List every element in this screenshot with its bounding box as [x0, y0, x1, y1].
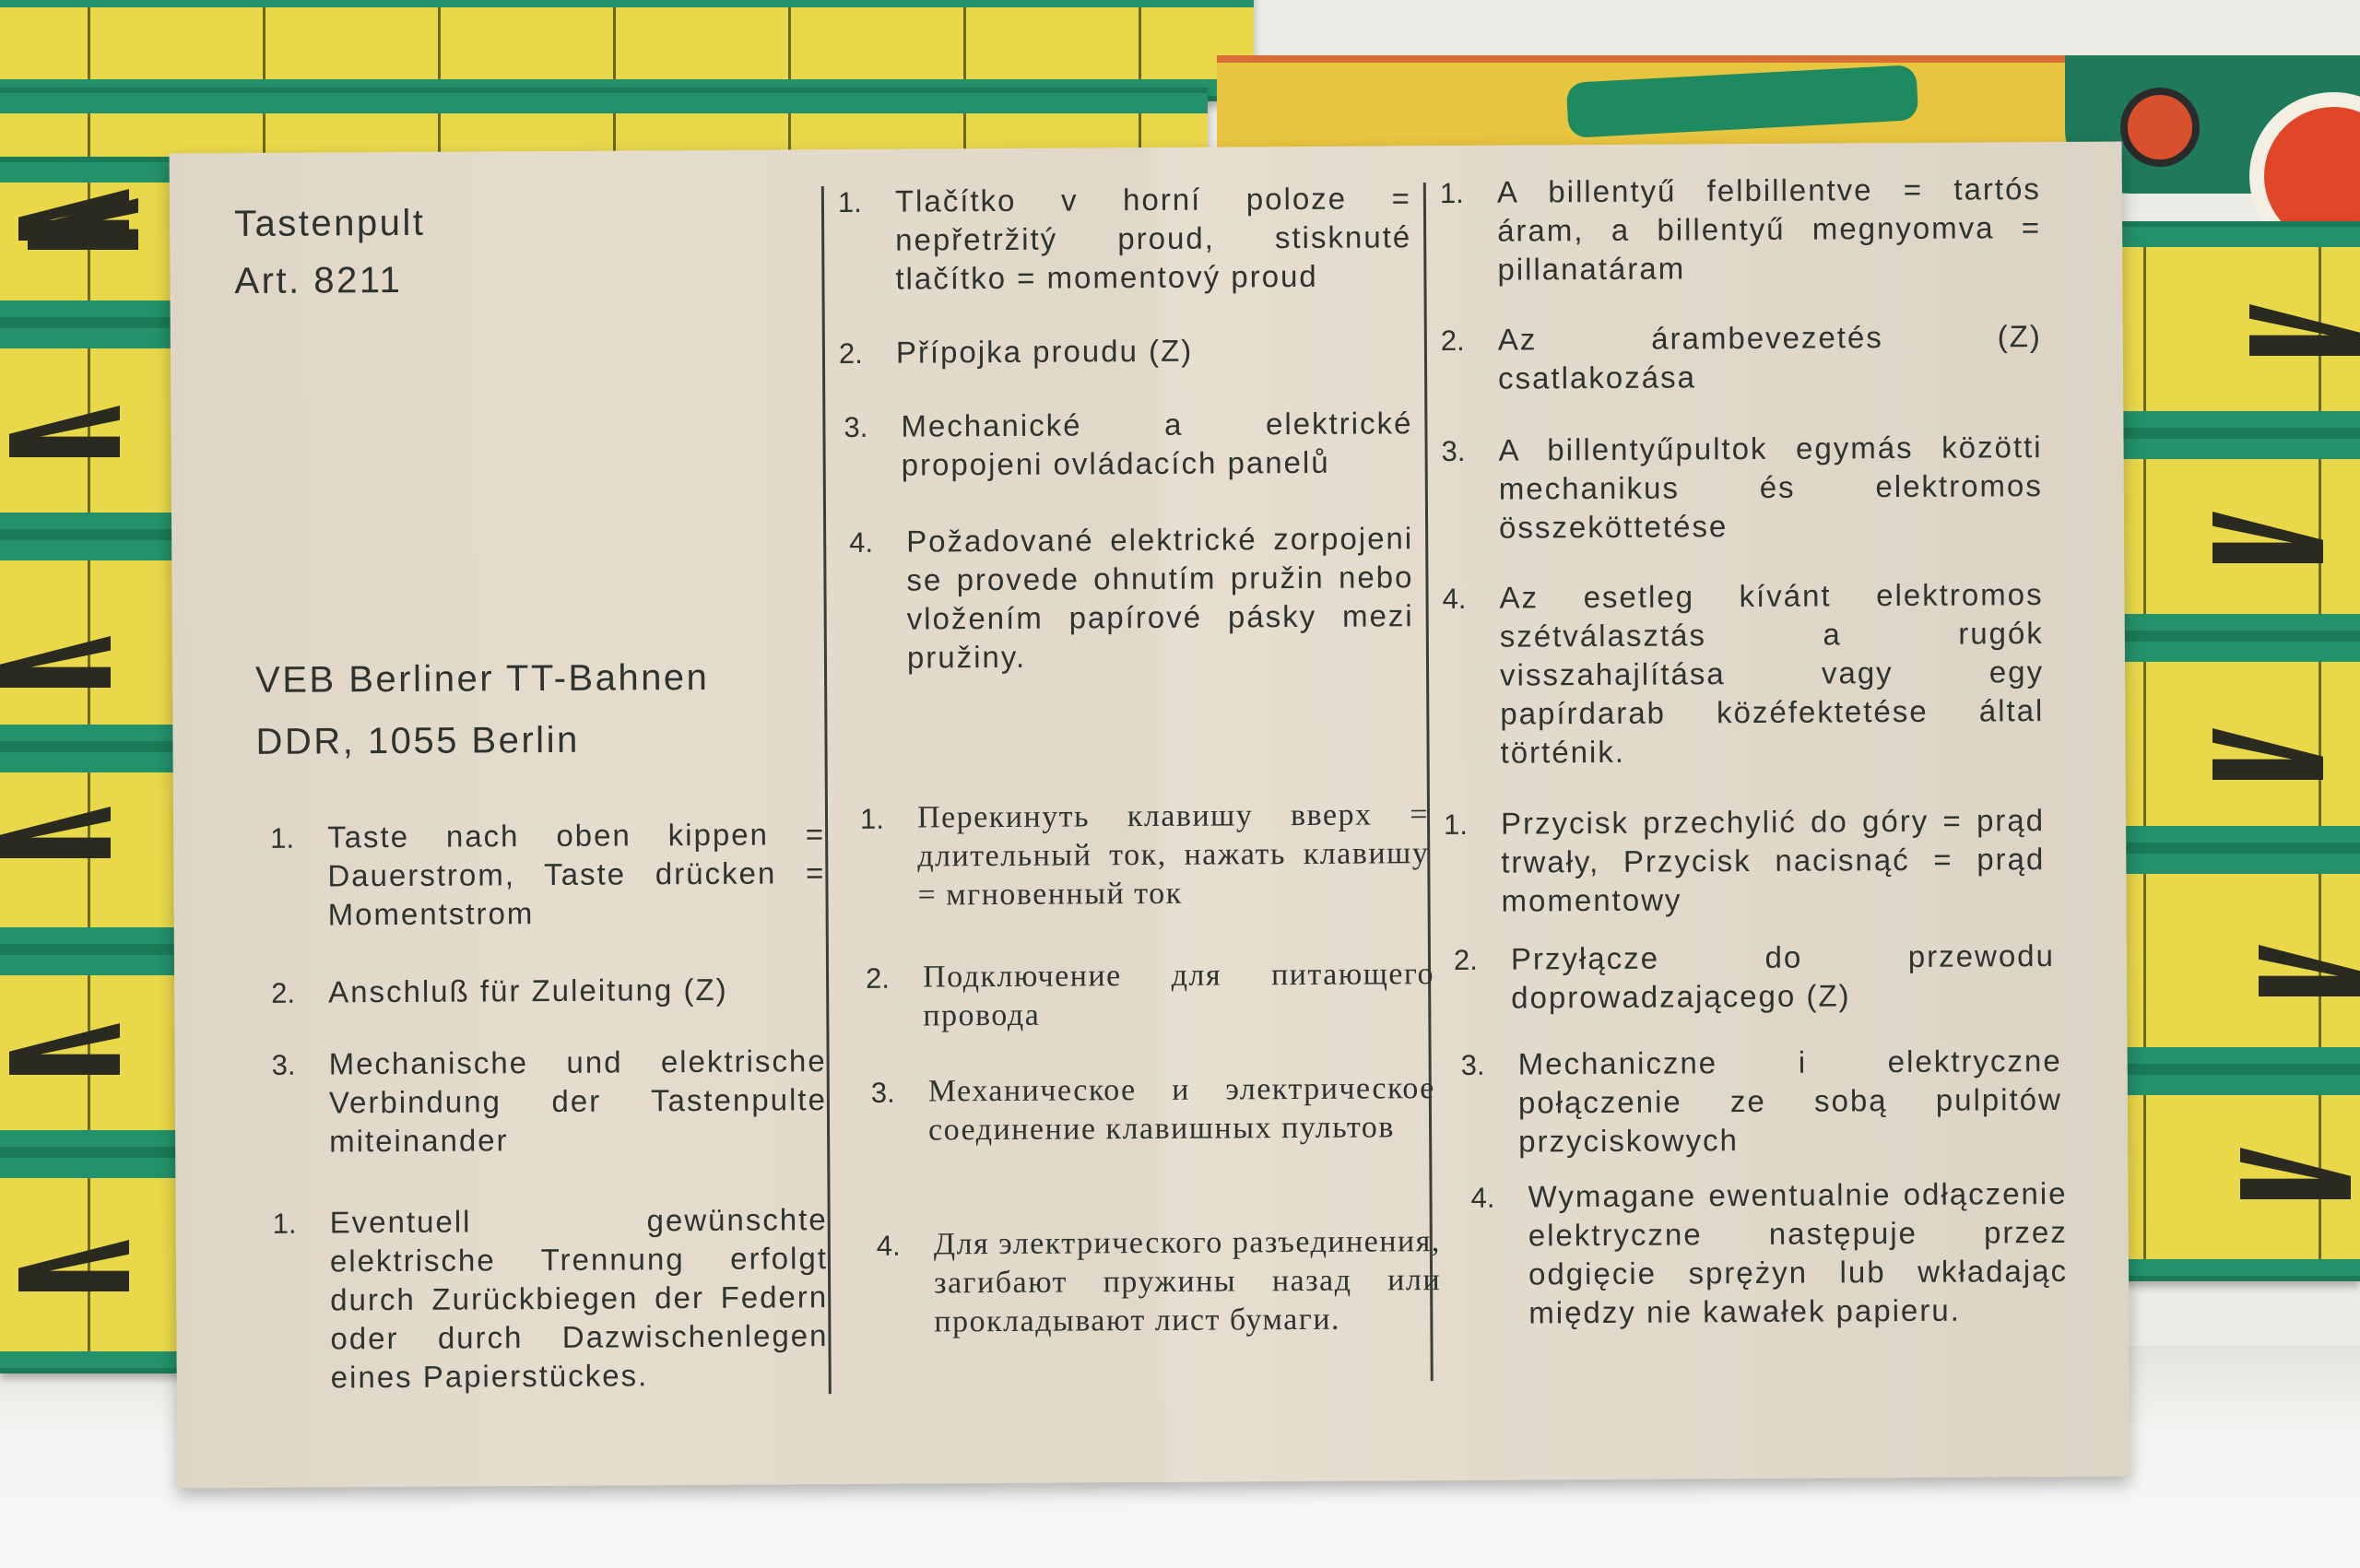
column-divider [1423, 183, 1434, 1381]
maker-name: VEB Berliner TT-Bahnen [254, 656, 710, 701]
signal-lamp-icon [2120, 88, 2200, 167]
article-number: Art. 8211 [234, 259, 403, 302]
maker-address: DDR, 1055 Berlin [255, 719, 580, 762]
box-top-left [0, 0, 1254, 101]
product-name: Tastenpult [233, 202, 426, 245]
instruction-sheet: Tastenpult Art. 8211 VEB Berliner TT-Bahnen DDR, 1055 Berlin 1. Taste nach oben kippen = Dauerstrom, Taste drücken = Momentstrom 2. Anschluß für Zuleitung (Z) 3. Mechanische und elektrische Verbindung der Tastenpulte miteinander 1. Eventuell gewünschte elektrische Trennung erfolgt durch Zurückbiegen der Federn oder durch Dazwischenlegen eines Papierstückes. 1. Tlačítko v horní poloze = nepřetržitý proud, stisknuté tlačítko = momentový proud 2. Přípojka proudu (Z) 3. Mechanické a elektrické propojeni ovládacích panelů 4. Požadované elektrické zorpojeni se provede ohnutím pružin nebo vložením papírové pásky mezi pružiny. 1. Перекинуть клавишу вверх = длительный ток, нажать клавишу = мгновенный ток 2. Подключение для питающего провода 3. Механическое и электрическое соединение клавишных пультов 4. Для электрического разъединения, загибают пружины назад или прокладывают лист бумаги. 1. A billentyű felbillentve = tartós áram, a billentyű megnyomva = pillanatáram 2. Az árambevezetés (Z) csatlakozása 3. A billentyűpultok egymás közötti mechanikus és elektromos összeköttetése 4. Az esetleg kívánt elektromos szétválasztás a rugók visszahajlítása vagy egy papírdarab közéfektetése által történik. 1. Przycisk przechylić do góry = prąd trwały, Przycisk nacisnąć = prąd momentowy 2. Przyłącze do przewodu doprowadzającego (Z) 3. Mechaniczne i elektryczne połączenie ze sobą pulpitów przyciskowych 4. Wymagane ewentualnie odłączenie elektryczne następuje przez odgięcie sprężyn lub wkładając między nie kawałek papieru. [170, 142, 2130, 1489]
